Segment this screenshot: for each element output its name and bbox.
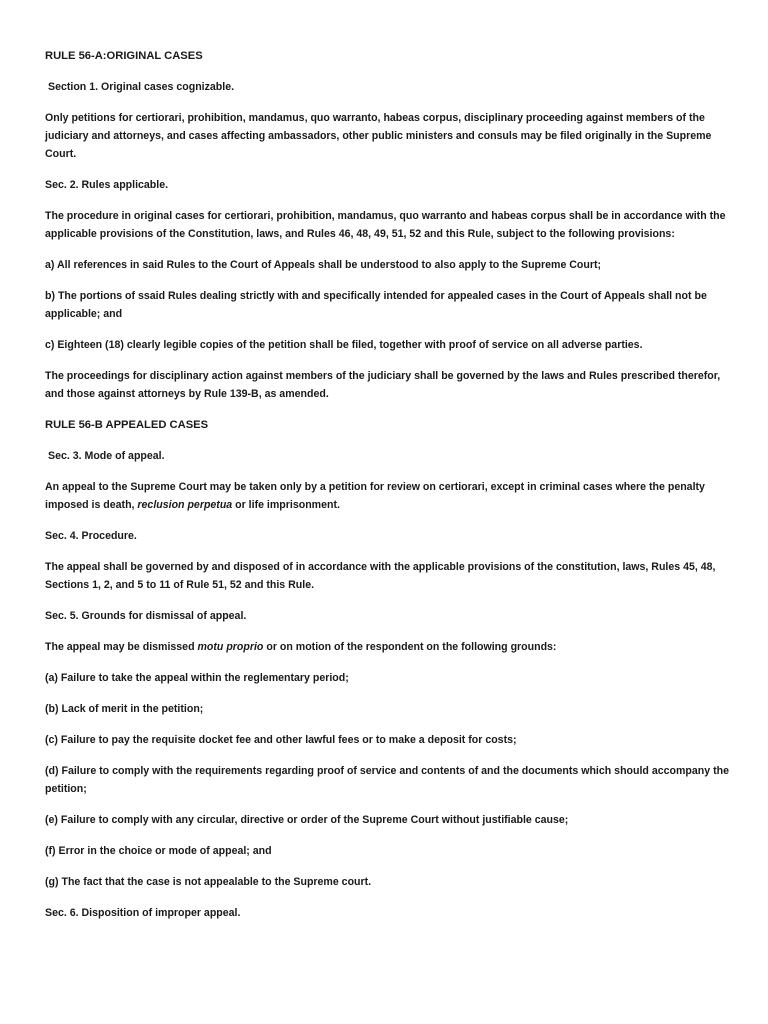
section-6-heading: Sec. 6. Disposition of improper appeal. <box>45 907 241 919</box>
section-5-intro-start: The appeal may be dismissed <box>45 641 198 653</box>
ground-f: (f) Error in the choice or mode of appeal; and <box>45 845 272 857</box>
section-3-body-start: An appeal to the Supreme Court may be taken only by a petition for review on certiorari, except in criminal cases where the penalty imposed is death, <box>45 481 705 511</box>
ground-a: (a) Failure to take the appeal within the reglementary period; <box>45 672 349 684</box>
section-3-body-end: or life imprisonment. <box>232 499 340 511</box>
section-1-body: Only petitions for certiorari, prohibition, mandamus, quo warranto, habeas corpus, disciplinary proceeding against members of the judiciary and attorneys, and cases affecting ambassadors, other public ministers and consuls may be filed originally in the Supreme Court. <box>45 112 712 160</box>
section-5-heading: Sec. 5. Grounds for dismissal of appeal. <box>45 610 247 622</box>
ground-g: (g) The fact that the case is not appealable to the Supreme court. <box>45 876 372 888</box>
section-3-body <box>45 478 730 514</box>
section-5-intro-italic: motu proprio <box>197 641 264 653</box>
section-2-body: The procedure in original cases for certiorari, prohibition, mandamus, quo warranto and habeas corpus shall be in accordance with the applicable provisions of the Constitution, laws, and Rules 46, 48, 49, 51, 52 and this Rule, subject to the following provisions: <box>45 210 726 240</box>
section-2-heading: Sec. 2. Rules applicable. <box>45 179 169 191</box>
section-1-heading: Section 1. Original cases cognizable. <box>48 81 235 93</box>
section-2-item-c: c) Eighteen (18) clearly legible copies of the petition shall be filed, together with proof of service on all adverse parties. <box>45 339 643 351</box>
section-5-intro <box>45 638 730 656</box>
ground-b: (b) Lack of merit in the petition; <box>45 703 204 715</box>
ground-e: (e) Failure to comply with any circular, directive or order of the Supreme Court without justifiable cause; <box>45 814 569 826</box>
section-5-intro-end: or on motion of the respondent on the following grounds: <box>263 641 557 653</box>
rule-56a-title: RULE 56-A:ORIGINAL CASES <box>45 50 203 62</box>
section-3-body-italic: reclusion perpetua <box>137 499 233 511</box>
section-4-body: The appeal shall be governed by and disposed of in accordance with the applicable provisions of the constitution, laws, Rules 45, 48, Sections 1, 2, and 5 to 11 of Rule 51, 52 and this Rule. <box>45 561 716 591</box>
section-2-item-b: b) The portions of ssaid Rules dealing strictly with and specifically intended for appealed cases in the Court of Appeals shall not be applicable; and <box>45 290 707 320</box>
ground-d: (d) Failure to comply with the requirements regarding proof of service and contents of and the documents which should accompany the petition; <box>45 765 729 795</box>
document-page <box>45 47 730 935</box>
section-2-closing: The proceedings for disciplinary action against members of the judiciary shall be governed by the laws and Rules prescribed therefor, and those against attorneys by Rule 139-B, as amended. <box>45 370 721 400</box>
rule-56b-title: RULE 56-B APPEALED CASES <box>45 419 209 431</box>
ground-c: (c) Failure to pay the requisite docket fee and other lawful fees or to make a deposit for costs; <box>45 734 517 746</box>
section-3-heading: Sec. 3. Mode of appeal. <box>48 450 165 462</box>
section-4-heading: Sec. 4. Procedure. <box>45 530 137 542</box>
section-2-item-a: a) All references in said Rules to the Court of Appeals shall be understood to also apply to the Supreme Court; <box>45 259 602 271</box>
